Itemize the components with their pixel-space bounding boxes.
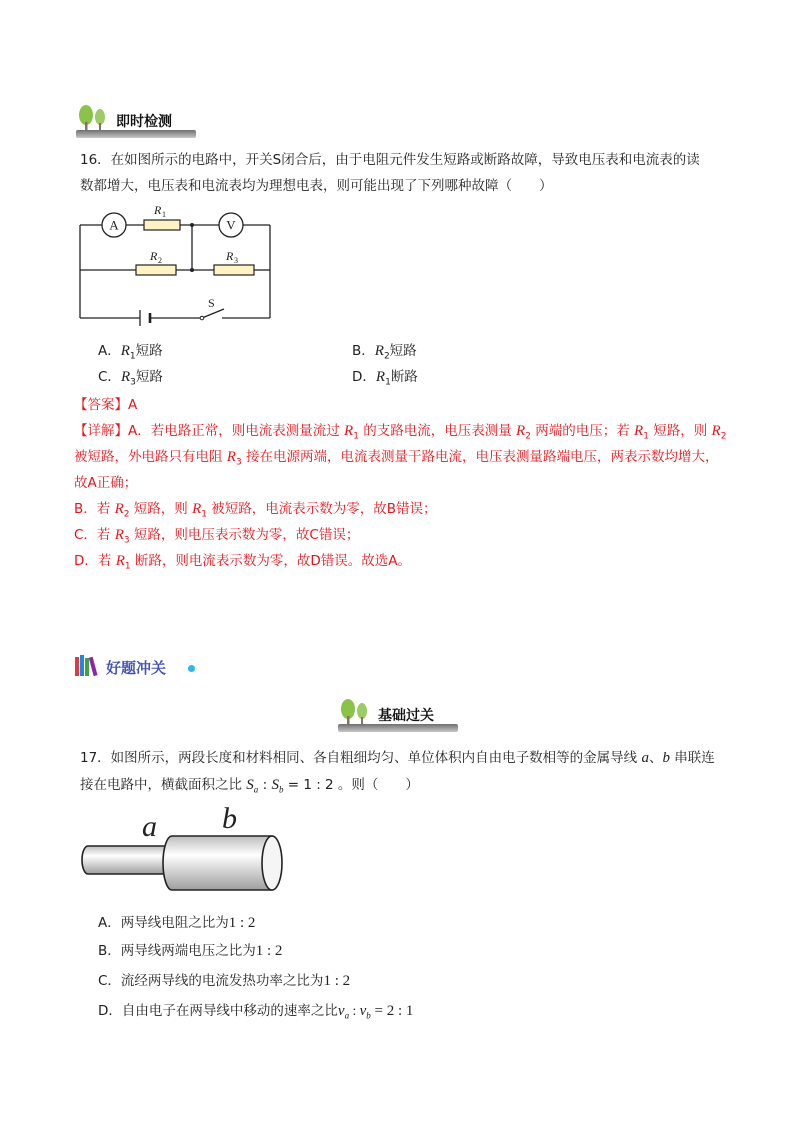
q16-stem-line2: 数都增大，电压表和电流表均为理想电表，则可能出现了下列哪种故障（ ） bbox=[80, 178, 553, 194]
section-badge-instant-check bbox=[74, 104, 198, 138]
q17-option-a[interactable]: A．两导线电阻之比为1 : 2 bbox=[98, 915, 256, 931]
q16-option-b[interactable]: B．$R_2$短路 bbox=[352, 343, 417, 362]
r1-label: R bbox=[154, 203, 162, 217]
switch-contact bbox=[200, 316, 204, 320]
resistor-r1 bbox=[144, 220, 180, 230]
q16-detail-line2: 被短路，外电路只有电阻 $R_3$ 接在电源两端，电流表测量干路电流，电压表测量路端电压，两表示数均增大， bbox=[74, 449, 719, 468]
junction-dot bbox=[190, 268, 194, 272]
r3-label: R bbox=[226, 249, 234, 263]
section-badge-good-questions bbox=[74, 654, 198, 680]
q16-stem-line1: 16．在如图所示的电路中，开关S闭合后，由于电阻元件发生短路或断路故障，导致电压表和电流表的读 bbox=[80, 152, 700, 168]
q16-detail-line1: 【详解】A．若电路正常，则电流表测量流过 $R_1$ 的支路电流，电压表测量 $R_2$ 两端的电压；若 $R_1$ 短路，则 $R_2$ bbox=[74, 423, 727, 442]
resistor-r3 bbox=[214, 265, 254, 275]
r1-sub: 1 bbox=[162, 210, 166, 219]
switch-label: S bbox=[208, 296, 215, 310]
voltmeter-label: V bbox=[226, 217, 236, 233]
wire-b-label: b bbox=[222, 806, 237, 835]
q17-option-b[interactable]: B．两导线两端电压之比为1 : 2 bbox=[98, 943, 283, 959]
r2-sub: 2 bbox=[158, 256, 162, 265]
r2-label: R bbox=[150, 249, 158, 263]
section-underline bbox=[338, 724, 458, 732]
section-title: 好题冲关 bbox=[106, 659, 167, 677]
q16-option-c[interactable]: C．$R_3$短路 bbox=[98, 369, 163, 388]
section-underline bbox=[76, 130, 196, 138]
circuit-diagram bbox=[74, 203, 284, 333]
q17-stem-line2: 接在电路中，横截面积之比 $S_a$ : $S_b = 1$ : 2 。则（ ） bbox=[80, 777, 419, 795]
section-title: 基础过关 bbox=[378, 708, 434, 724]
q17-option-c[interactable]: C．流经两导线的电流发热功率之比为1 : 2 bbox=[98, 973, 351, 989]
q16-detail-line4: B．若 $R_2$ 短路，则 $R_1$ 被短路，电流表示数为零，故B错误； bbox=[74, 501, 437, 520]
q16-answer: 【答案】A bbox=[74, 397, 138, 413]
q16-option-d[interactable]: D．$R_1$断路 bbox=[352, 369, 418, 388]
q16-detail-line3: 故A正确； bbox=[74, 475, 138, 491]
r3-sub: 3 bbox=[234, 256, 238, 265]
section-badge-basic-pass bbox=[336, 698, 460, 732]
wire-a bbox=[82, 846, 176, 874]
q17-stem-line1: 17．如图所示，两段长度和材料相同、各自粗细均匀、单位体积内自由电子数相等的金属导线 a、b 串联连 bbox=[80, 750, 715, 766]
dot-icon bbox=[188, 665, 195, 672]
battery-symbol bbox=[140, 310, 150, 326]
wire-b-end bbox=[262, 836, 282, 890]
q16-detail-line5: C．若 $R_3$ 短路，则电压表示数为零，故C错误； bbox=[74, 527, 360, 546]
ammeter-label: A bbox=[109, 217, 119, 233]
section-title: 即时检测 bbox=[116, 114, 172, 130]
q16-option-a[interactable]: A．$R_1$短路 bbox=[98, 343, 163, 362]
junction-dot bbox=[190, 223, 194, 227]
wire-b bbox=[163, 836, 272, 890]
q17-option-d[interactable]: D．自由电子在两导线中移动的速率之比$v_a$ : $v_b = 2$ : 1 bbox=[98, 1003, 414, 1021]
wire-a-label: a bbox=[142, 810, 157, 843]
wire-figure bbox=[76, 806, 296, 896]
resistor-r2 bbox=[136, 265, 176, 275]
books-icon bbox=[74, 654, 104, 678]
q16-detail-line6: D．若 $R_1$ 断路，则电流表示数为零，故D错误。故选A。 bbox=[74, 553, 412, 572]
